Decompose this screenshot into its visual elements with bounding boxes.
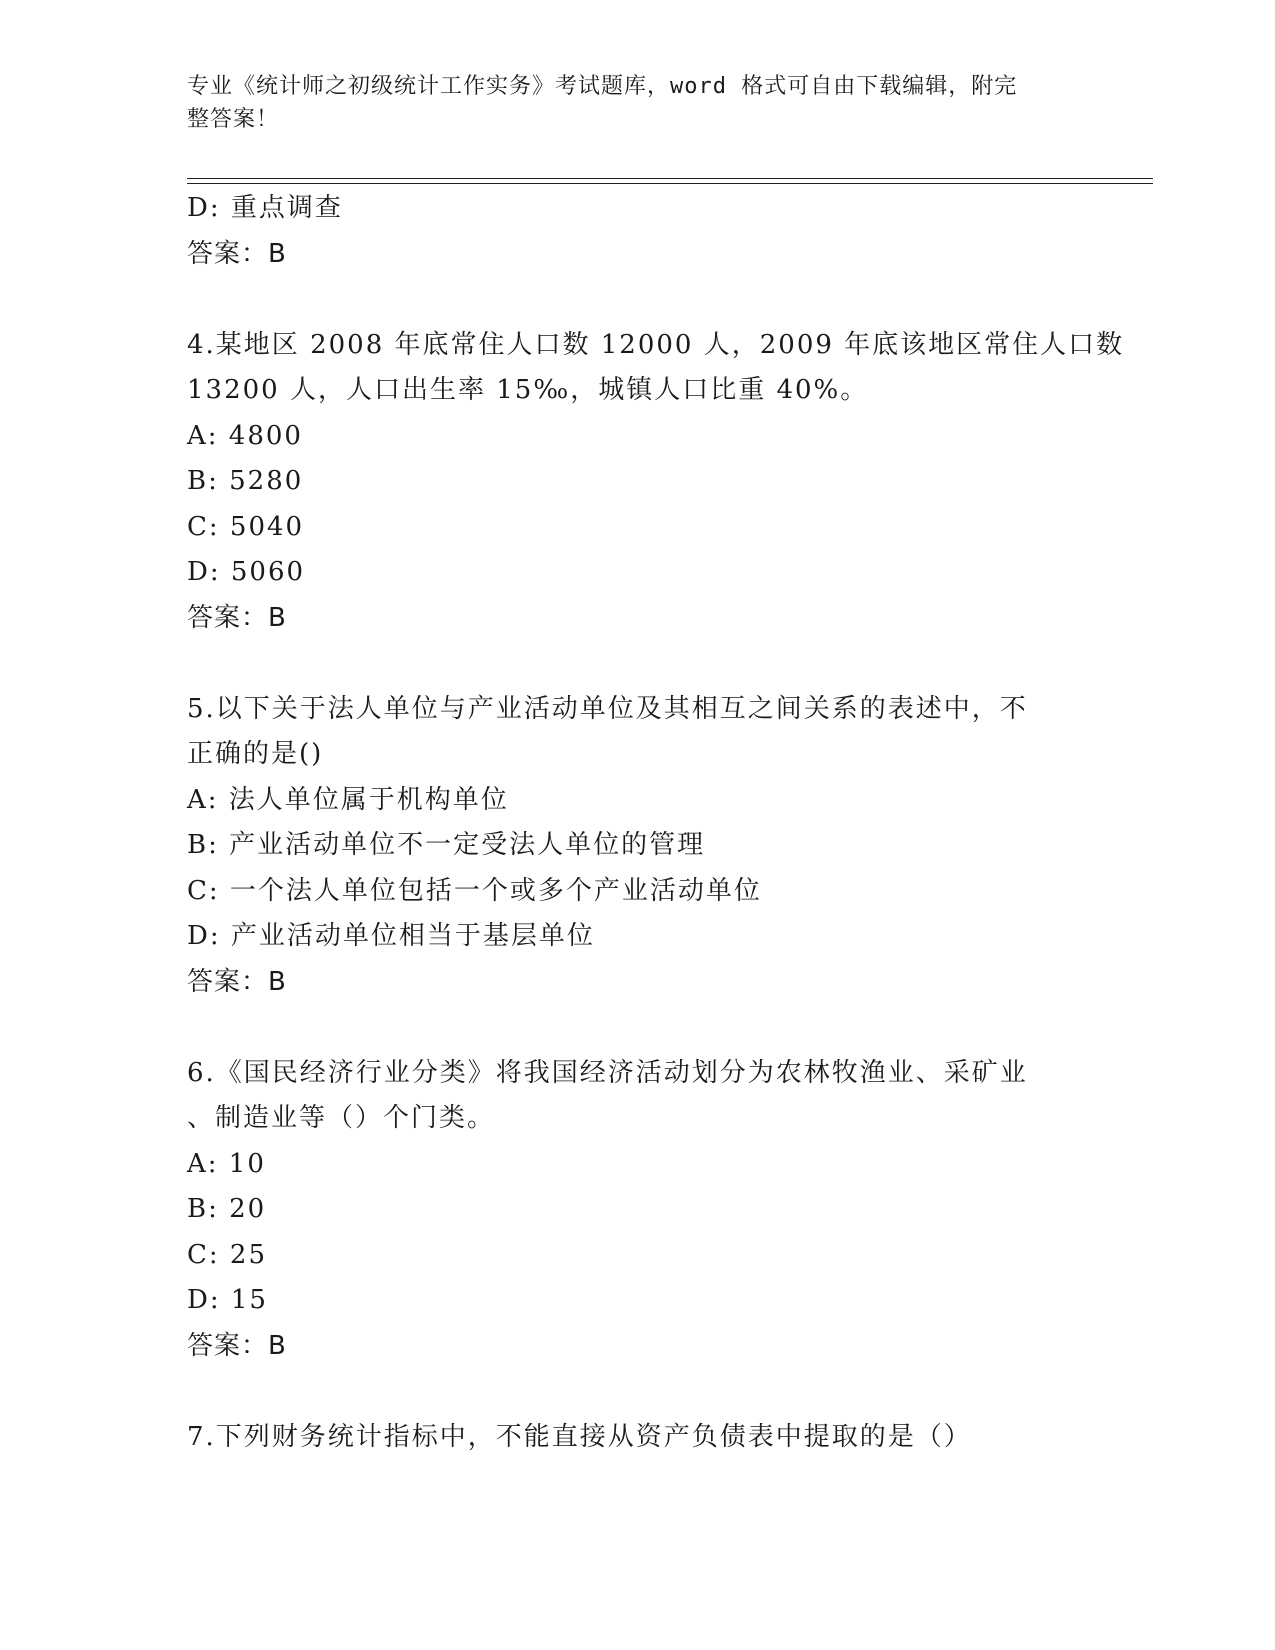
header-line-2: 整答案！ bbox=[187, 107, 280, 132]
question-6-option-c: C: 25 bbox=[187, 1239, 268, 1270]
question-4-option-b: B: 5280 bbox=[187, 466, 304, 496]
question-6 bbox=[187, 1051, 1087, 1370]
question-4-option-d: D: 5060 bbox=[187, 557, 306, 587]
spacer bbox=[187, 641, 1087, 687]
question-4-option-a: A: 4800 bbox=[187, 420, 303, 451]
q3-answer: 答案：B bbox=[187, 238, 287, 269]
question-5-option-b: B: 产业活动单位不一定受法人单位的管理 bbox=[187, 830, 706, 860]
question-5 bbox=[187, 687, 1087, 1006]
question-7 bbox=[187, 1415, 1087, 1461]
question-6-option-d: D: 15 bbox=[187, 1285, 268, 1315]
question-list bbox=[187, 186, 1125, 1460]
question-4-option-c: C: 5040 bbox=[187, 511, 305, 542]
question-7-text-line-1: 7.下列财务统计指标中，不能直接从资产负债表中提取的是（） bbox=[187, 1421, 972, 1452]
page-header bbox=[187, 70, 1067, 136]
question-5-option-d: D: 产业活动单位相当于基层单位 bbox=[187, 921, 595, 951]
question-6-option-a: A: 10 bbox=[187, 1148, 266, 1179]
spacer bbox=[187, 1369, 1087, 1415]
question-4-answer: 答案：B bbox=[187, 602, 287, 633]
question-5-option-a: A: 法人单位属于机构单位 bbox=[187, 784, 509, 815]
question-5-option-c: C: 一个法人单位包括一个或多个产业活动单位 bbox=[187, 875, 762, 906]
spacer bbox=[187, 277, 1087, 323]
q3-option-d: D: 重点调查 bbox=[187, 193, 343, 223]
header-divider-top bbox=[187, 178, 1153, 179]
question-6-answer: 答案：B bbox=[187, 1330, 287, 1361]
question-4-text-line-1: 4.某地区 2008 年底常住人口数 12000 人，2009 年底该地区常住人口数 bbox=[187, 329, 1125, 360]
question-4-text-line-2: 13200 人，人口出生率 15‰，城镇人口比重 40%。 bbox=[187, 375, 869, 405]
question-5-answer: 答案：B bbox=[187, 966, 287, 997]
question-6-option-b: B: 20 bbox=[187, 1194, 267, 1224]
header-divider-bottom bbox=[187, 183, 1153, 184]
question-5-text-line-2: 正确的是() bbox=[187, 739, 324, 769]
question-4 bbox=[187, 323, 1125, 642]
question-6-text-line-1: 6.《国民经济行业分类》将我国经济活动划分为农林牧渔业、采矿业 bbox=[187, 1057, 1028, 1088]
spacer bbox=[187, 1005, 1087, 1051]
header-line-1: 专业《统计师之初级统计工作实务》考试题库，word 格式可自由下载编辑，附完 bbox=[187, 74, 1018, 99]
question-5-text-line-1: 5.以下关于法人单位与产业活动单位及其相互之间关系的表述中，不 bbox=[187, 693, 1028, 724]
question-6-text-line-2: 、制造业等（）个门类。 bbox=[187, 1103, 496, 1133]
